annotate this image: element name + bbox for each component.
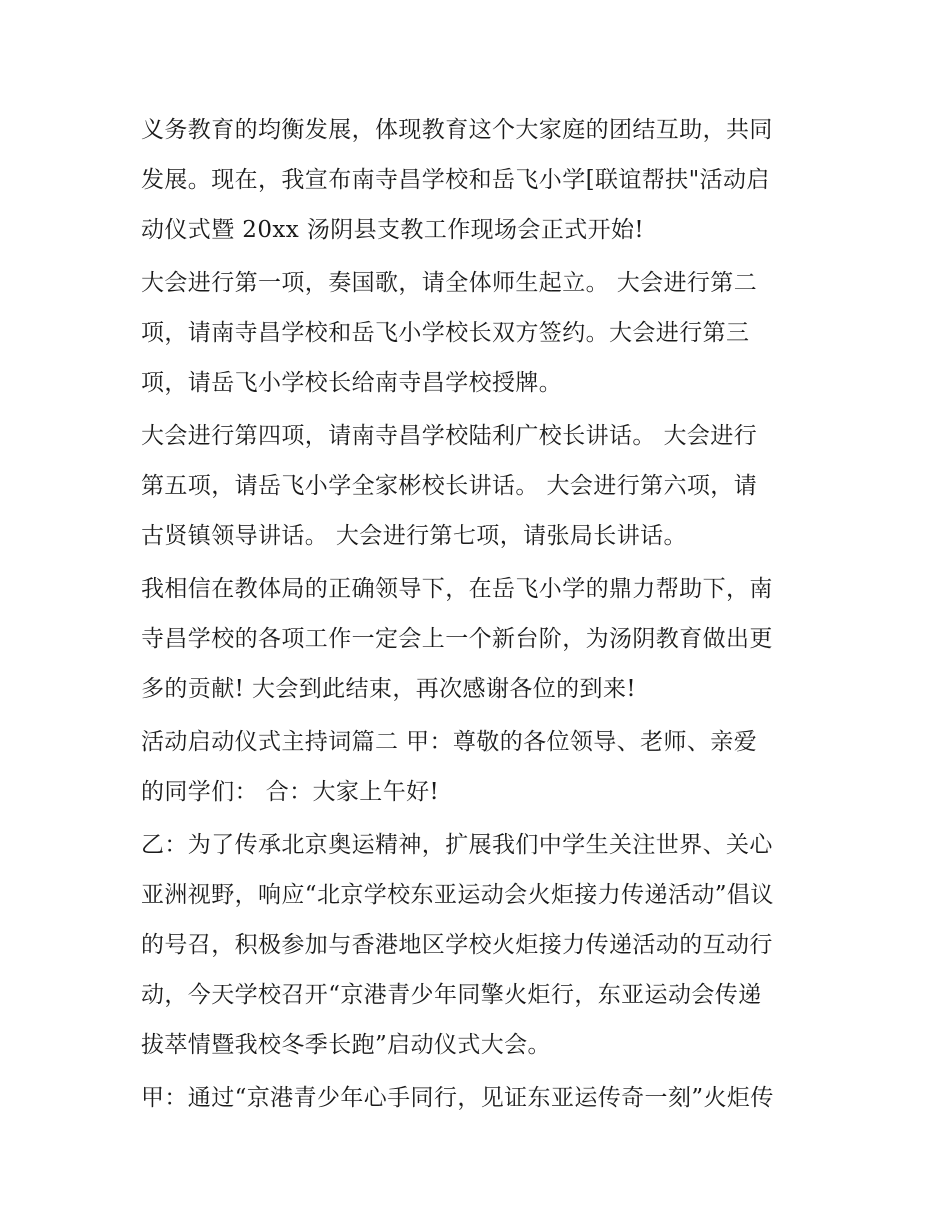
text-line: 古贤镇领导讲话。 大会进行第七项，请张局长讲话。: [141, 523, 687, 549]
text-line: 多的贡献! 大会到此结束，再次感谢各位的到来!: [141, 676, 636, 702]
text-line: 第五项，请岳飞小学全家彬校长讲话。 大会进行第六项，请: [141, 473, 758, 499]
paragraph-opening: [141, 105, 821, 255]
text-line: 义务教育的均衡发展，体现教育这个大家庭的团结互助，共同: [141, 117, 773, 143]
text-line: 的同学们： 合：大家上午好!: [141, 779, 440, 805]
text-line: 动，今天学校召开“京港青少年同擎火炬行，东亚运动会传递: [141, 982, 762, 1008]
text-line: 拔萃情暨我校冬季长跑”启动仪式大会。: [141, 1032, 551, 1058]
text-line: 大会进行第一项，奏国歌，请全体师生起立。 大会进行第二: [141, 270, 758, 296]
text-line: 活动启动仪式主持词篇二 甲：尊敬的各位领导、老师、亲爱: [141, 729, 758, 755]
text-line: 亚洲视野，响应“北京学校东亚运动会火炬接力传递活动”倡议: [141, 882, 774, 908]
document-body: [141, 105, 821, 1126]
text-line: 的号召，积极参加与香港地区学校火炬接力传递活动的互动行: [141, 932, 773, 958]
paragraph-speaker-jia: [141, 1073, 821, 1123]
text-line: 甲：通过“京港青少年心手同行，见证东亚运传奇一刻”火炬传: [141, 1085, 774, 1111]
text-line: 项，请南寺昌学校和岳飞小学校长双方签约。大会进行第三: [141, 320, 750, 346]
text-line: 动仪式暨 20xx 汤阴县支教工作现场会正式开始!: [141, 217, 645, 243]
paragraph-section-two-intro: [141, 717, 821, 817]
text-line: 项，请岳飞小学校长给南寺昌学校授牌。: [141, 370, 563, 396]
text-line: 我相信在教体局的正确领导下，在岳飞小学的鼎力帮助下，南: [141, 576, 773, 602]
paragraph-closing: [141, 564, 821, 714]
paragraph-agenda-1: [141, 258, 821, 408]
text-line: 发展。现在，我宣布南寺昌学校和岳飞小学[联谊帮扶"活动启: [141, 167, 770, 193]
paragraph-speaker-yi: [141, 820, 821, 1070]
text-line: 大会进行第四项，请南寺昌学校陆利广校长讲话。 大会进行: [141, 423, 758, 449]
paragraph-agenda-2: [141, 411, 821, 561]
text-line: 寺昌学校的各项工作一定会上一个新台阶，为汤阴教育做出更: [141, 626, 773, 652]
text-line: 乙：为了传承北京奥运精神，扩展我们中学生关注世界、关心: [141, 832, 773, 858]
